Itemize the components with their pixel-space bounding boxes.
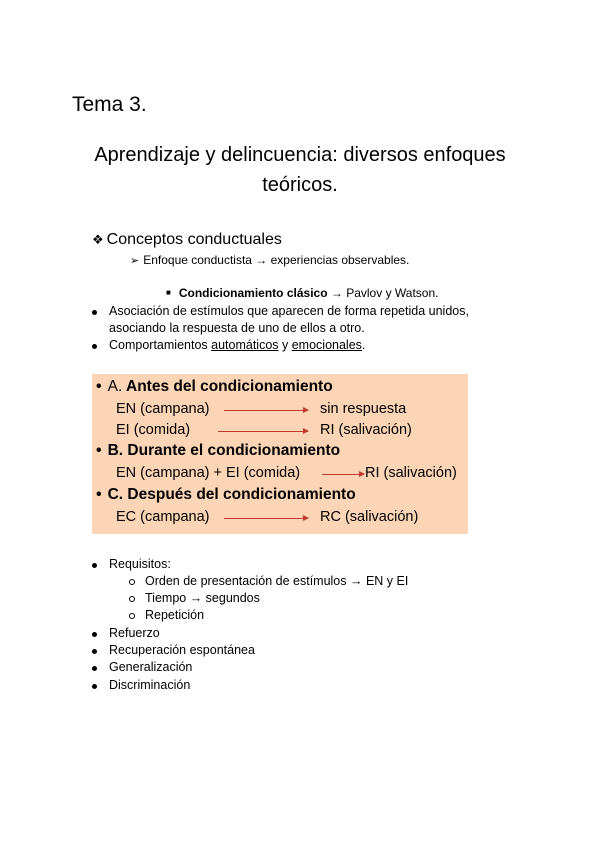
list-item: Recuperación espontánea <box>109 643 255 657</box>
bullet-dot-icon <box>92 310 97 315</box>
circle-bullet-icon <box>129 613 135 619</box>
arrow-icon <box>218 431 308 432</box>
list-item: Discriminación <box>109 678 191 692</box>
list-item-text: y <box>278 338 292 352</box>
diagram-bullet: • <box>96 442 102 459</box>
square-item <box>166 286 438 300</box>
square-bullet-icon: ■ <box>166 288 171 297</box>
sub-item-text: Enfoque conductista → experiencias observables. <box>143 253 410 267</box>
list-item-line2: asociando la respuesta de uno de ellos a otro. <box>109 321 365 335</box>
diagram-stimulus: EN (campana) <box>116 401 210 417</box>
diagram-title: Después del condicionamiento <box>127 486 356 503</box>
list-item-text: . <box>361 338 366 352</box>
diagram-stimulus: EC (campana) <box>116 509 210 525</box>
sub-list-item: Repetición <box>145 608 205 622</box>
diagram-bullet: • <box>96 486 102 503</box>
diagram-response: RI (salivación) <box>365 465 457 481</box>
diamond-bullet-icon: ❖ <box>92 232 104 247</box>
sub-list-item: Tiempo → segundos <box>145 591 260 605</box>
circle-bullet-icon <box>129 579 135 585</box>
square-item-bold: Condicionamiento clásico <box>178 286 328 300</box>
bullet-dot-icon <box>92 632 97 637</box>
document-title-line2: teóricos. <box>262 174 338 196</box>
diagram-letter: A. <box>107 378 123 395</box>
diagram-heading-a <box>96 378 333 396</box>
conditioning-diagram <box>92 374 468 534</box>
list-item <box>109 337 365 354</box>
bullet-dot-icon <box>92 684 97 689</box>
list-item: Generalización <box>109 660 193 674</box>
underlined-term: automáticos <box>211 338 279 352</box>
diagram-response: sin respuesta <box>320 401 407 417</box>
square-item-rest: → Pavlov y Watson. <box>327 286 439 300</box>
diagram-letter: B. <box>107 442 124 459</box>
diagram-response: RI (salivación) <box>320 422 412 438</box>
section-heading <box>92 231 282 249</box>
bullet-dot-icon <box>92 344 97 349</box>
diagram-letter: C. <box>107 486 124 503</box>
list-item: Requisitos: <box>109 557 171 571</box>
arrow-icon <box>224 518 308 519</box>
bullet-dot-icon <box>92 563 97 568</box>
diagram-title: Durante el condicionamiento <box>127 442 341 459</box>
diagram-stimulus: EI (comida) <box>116 422 191 438</box>
underlined-term: emocionales <box>291 338 362 352</box>
diagram-heading-c <box>96 486 356 504</box>
diagram-bullet: • <box>96 378 102 395</box>
list-item: Refuerzo <box>109 626 160 640</box>
page-heading-tema: Tema 3. <box>72 93 147 116</box>
bullet-dot-icon <box>92 666 97 671</box>
arrow-icon <box>322 474 364 475</box>
diagram-heading-b <box>96 442 340 460</box>
diagram-response: RC (salivación) <box>320 509 419 525</box>
section-title: Conceptos conductuales <box>106 231 282 248</box>
bullet-dot-icon <box>92 649 97 654</box>
diagram-stimulus: EN (campana) + EI (comida) <box>116 465 301 481</box>
arrow-icon <box>224 410 308 411</box>
diagram-title: Antes del condicionamiento <box>126 378 333 395</box>
sub-list-item: Orden de presentación de estímulos → EN y EI <box>145 574 409 588</box>
list-item-line1: Asociación de estímulos que aparecen de forma repetida unidos, <box>109 304 469 318</box>
circle-bullet-icon <box>129 596 135 602</box>
list-item-text: Comportamientos <box>109 338 212 352</box>
arrowhead-bullet-icon: ➢ <box>130 255 140 267</box>
document-title-line1: Aprendizaje y delincuencia: diversos enfoques <box>94 144 506 166</box>
sub-item <box>130 253 409 267</box>
